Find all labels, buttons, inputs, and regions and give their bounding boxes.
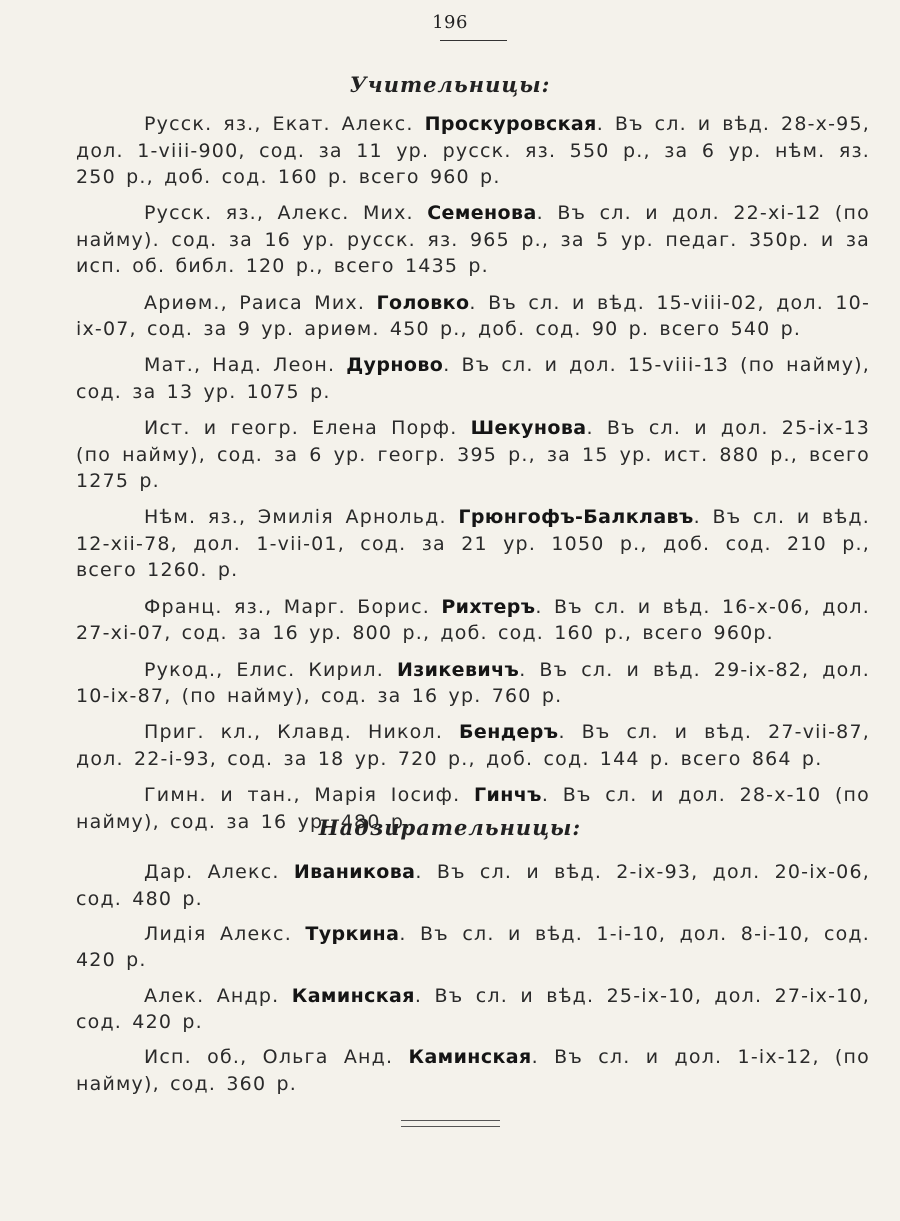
entry-prefix: Нѣм. яз., Эмилія Арнольд. [144, 506, 447, 529]
entry-details: . Въ сл. и вѣд. 25-ix-10, дол. 27-ix-10, сод. 420 р. [76, 984, 870, 1034]
teacher-name: Головко [376, 291, 470, 314]
entry-details: . Въ сл. и вѣд. 1-i-10, дол. 8-i-10, сод. 420 р. [76, 922, 870, 972]
teacher-entry [76, 594, 870, 647]
end-double-rule [401, 1120, 500, 1127]
entry-prefix: Исп. об., Ольга Анд. [144, 1046, 394, 1069]
teacher-name: Изикевичъ [396, 658, 520, 681]
page-number: 196 [432, 12, 468, 33]
entry-prefix: Лидія Алекс. [144, 922, 292, 945]
entry-details: . Въ сл. и дол. 1-ix-12, (по найму), сод. 360 р. [76, 1046, 870, 1095]
entry-details: . Въ сл. и вѣд. 16-x-06, дол. 27-xi-07, сод. за 16 ур. 800 р., доб. сод. 160 р., всего 960р. [76, 595, 870, 645]
entry-prefix: Русск. яз., Екат. Алекс. [144, 113, 414, 135]
supervisor-name: Иваникова [293, 861, 416, 883]
supervisor-name: Каминская [408, 1046, 532, 1069]
supervisor-name: Каминская [291, 984, 415, 1007]
entry-details: . Въ сл. и вѣд. 28-x-95, дол. 1-viii-900, сод. за 11 ур. русск. яз. 550 р., за 6 ур. нѣм. яз. 250 р., доб. сод. 160 р. всего 960 р. [76, 113, 870, 188]
entry-prefix: Рукод., Елис. Кирил. [144, 658, 384, 681]
entry-details: . Въ сл. и вѣд. 27-vii-87, дол. 22-i-93, сод. за 18 ур. 720 р., доб. сод. 144 р. всего 864 р. [76, 721, 870, 770]
supervisor-entry [76, 859, 870, 912]
entry-details: . Въ сл. и дол. 15-viii-13 (по найму), сод. за 13 ур. 1075 р. [76, 354, 870, 403]
teachers-list [76, 111, 870, 845]
entry-details: . Въ сл. и дол. 28-x-10 (по найму), сод. за 16 ур. 480 р. [76, 784, 871, 833]
teacher-entry [76, 504, 870, 584]
entry-details: . Въ сл. и дол. 25-ix-13 (по найму), сод. за 6 ур. геогр. 395 р., за 15 ур. ист. 880 р., всего 1275 р. [76, 417, 870, 493]
teacher-name: Бендеръ [459, 721, 559, 744]
teacher-name: Рихтеръ [441, 595, 536, 618]
teacher-name: Проскуровская [424, 113, 597, 135]
teacher-entry [76, 352, 870, 405]
entry-prefix: Дар. Алекс. [144, 861, 280, 883]
entry-details: . Въ сл. и дол. 22-xi-12 (по найму). сод. за 16 ур. русск. яз. 965 р., за 5 ур. педаг. 350р. и за исп. об. библ. 120 р., всего 1435 р. [76, 202, 870, 278]
entry-prefix: Ист. и геогр. Елена Порф. [144, 417, 458, 440]
supervisor-name: Туркина [305, 922, 400, 945]
teacher-name: Гинчъ [473, 784, 542, 807]
entry-details: . Въ сл. и вѣд. 2-ix-93, дол. 20-ix-06, сод. 480 р. [76, 861, 870, 910]
page-number-rule [440, 40, 507, 41]
supervisor-entry [76, 1044, 870, 1097]
entry-prefix: Ариѳм., Раиса Мих. [144, 291, 366, 314]
teacher-entry [76, 290, 870, 343]
teacher-name: Шекунова [470, 417, 587, 440]
entry-details: . Въ сл. и вѣд. 15-viii-02, дол. 10-ix-07, сод. за 9 ур. ариѳм. 450 р., доб. сод. 90 р. всего 540 р. [76, 291, 871, 341]
teacher-name: Дурново [346, 354, 444, 377]
section-heading-teachers: Учительницы: [349, 72, 551, 97]
section-heading-supervisors: Надзирательницы: [318, 815, 582, 840]
teacher-entry [76, 415, 870, 495]
teacher-name: Семенова [427, 202, 537, 225]
entry-details: . Въ сл. и вѣд. 12-xii-78, дол. 1-vii-01, сод. за 21 ур. 1050 р., доб. сод. 210 р., всего 1260. р. [76, 506, 870, 582]
entry-prefix: Франц. яз., Марг. Борис. [144, 595, 430, 618]
entry-prefix: Гимн. и тан., Марія Іосиф. [144, 784, 461, 807]
teacher-entry [76, 719, 870, 772]
supervisor-entry [76, 983, 870, 1036]
entry-details: . Въ сл. и вѣд. 29-ix-82, дол. 10-ix-87, (по найму), сод. за 16 ур. 760 р. [76, 658, 870, 708]
teacher-name: Грюнгофъ-Балклавъ [458, 506, 694, 529]
entry-prefix: Мат., Над. Леон. [144, 354, 336, 377]
teacher-entry [76, 111, 870, 191]
teacher-entry [76, 657, 870, 710]
supervisors-list [76, 859, 870, 1106]
entry-prefix: Приг. кл., Клавд. Никол. [144, 721, 444, 744]
teacher-entry [76, 200, 870, 280]
supervisor-entry [76, 921, 870, 974]
entry-prefix: Русск. яз., Алекс. Мих. [144, 202, 414, 225]
entry-prefix: Алек. Андр. [144, 984, 280, 1007]
